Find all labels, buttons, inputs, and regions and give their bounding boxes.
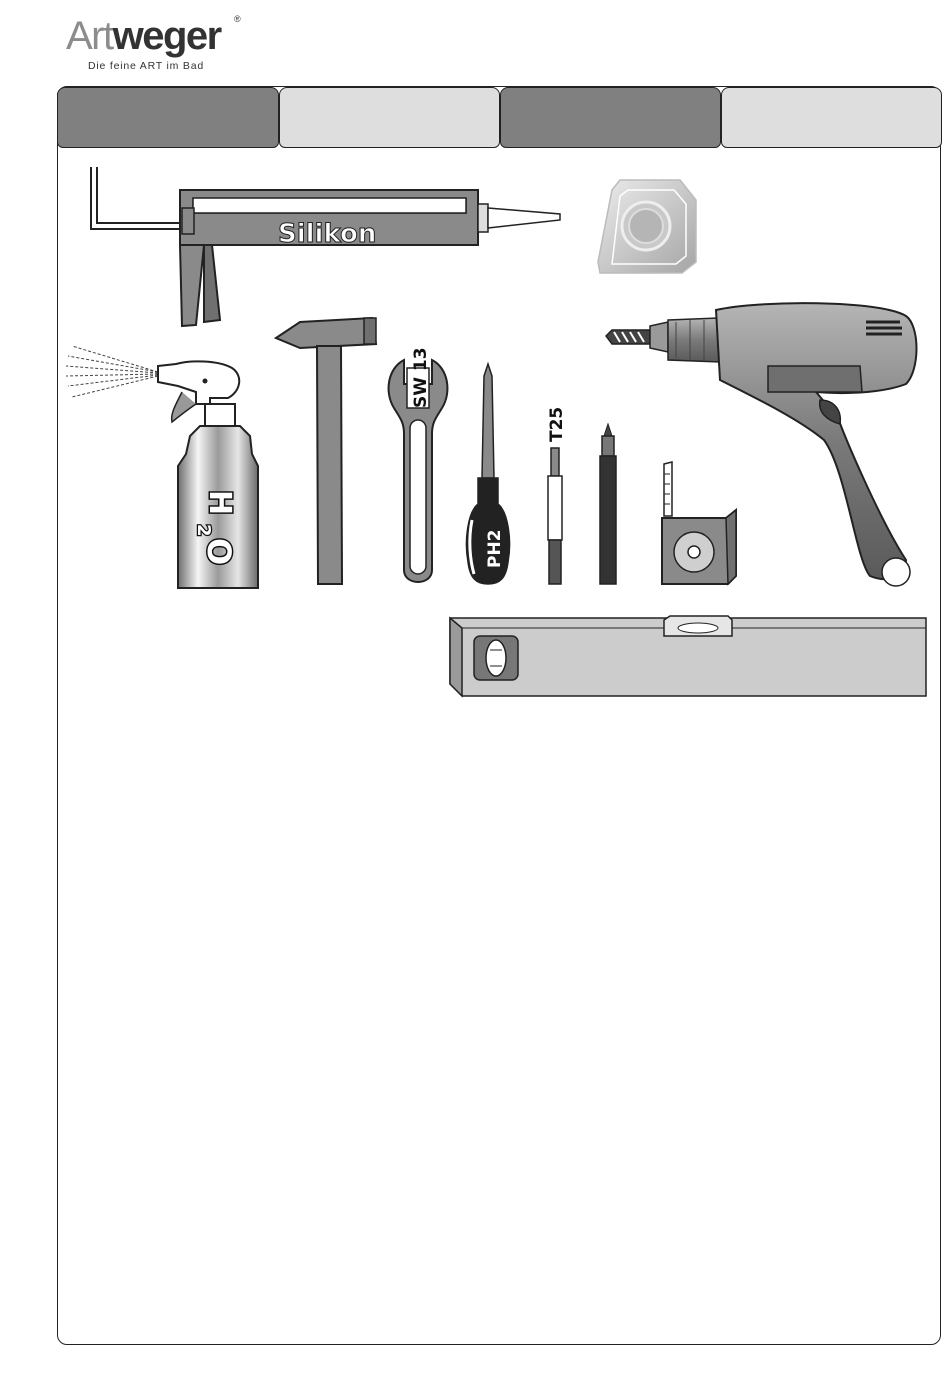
registered-mark: ® [234,14,241,24]
bottle-h-label: H [202,490,237,516]
bottle-2-label: 2 [193,524,214,537]
caulking-gun-icon [94,167,560,326]
spray-bottle-icon [66,346,258,588]
caulking-gun-label: Silikon [278,219,377,249]
wrench-label: SW 13 [411,347,431,408]
spirit-level-icon [450,616,926,696]
torx-bit-icon [547,407,567,584]
phillips-screwdriver-icon [466,364,509,584]
drill-icon [606,303,917,586]
bit-label: T25 [547,406,567,442]
brand-name-art: Art [66,14,113,58]
brand-name-weger: weger [112,14,221,58]
screwdriver-label: PH2 [485,529,505,568]
bottle-o-label: O [200,538,238,566]
tile-wedge-icon [598,180,696,273]
hammer-icon [276,318,376,584]
tape-measure-icon [662,462,736,584]
brand-tagline: Die feine ART im Bad [88,60,204,72]
wrench-icon [389,347,448,582]
marker-icon [600,424,616,584]
